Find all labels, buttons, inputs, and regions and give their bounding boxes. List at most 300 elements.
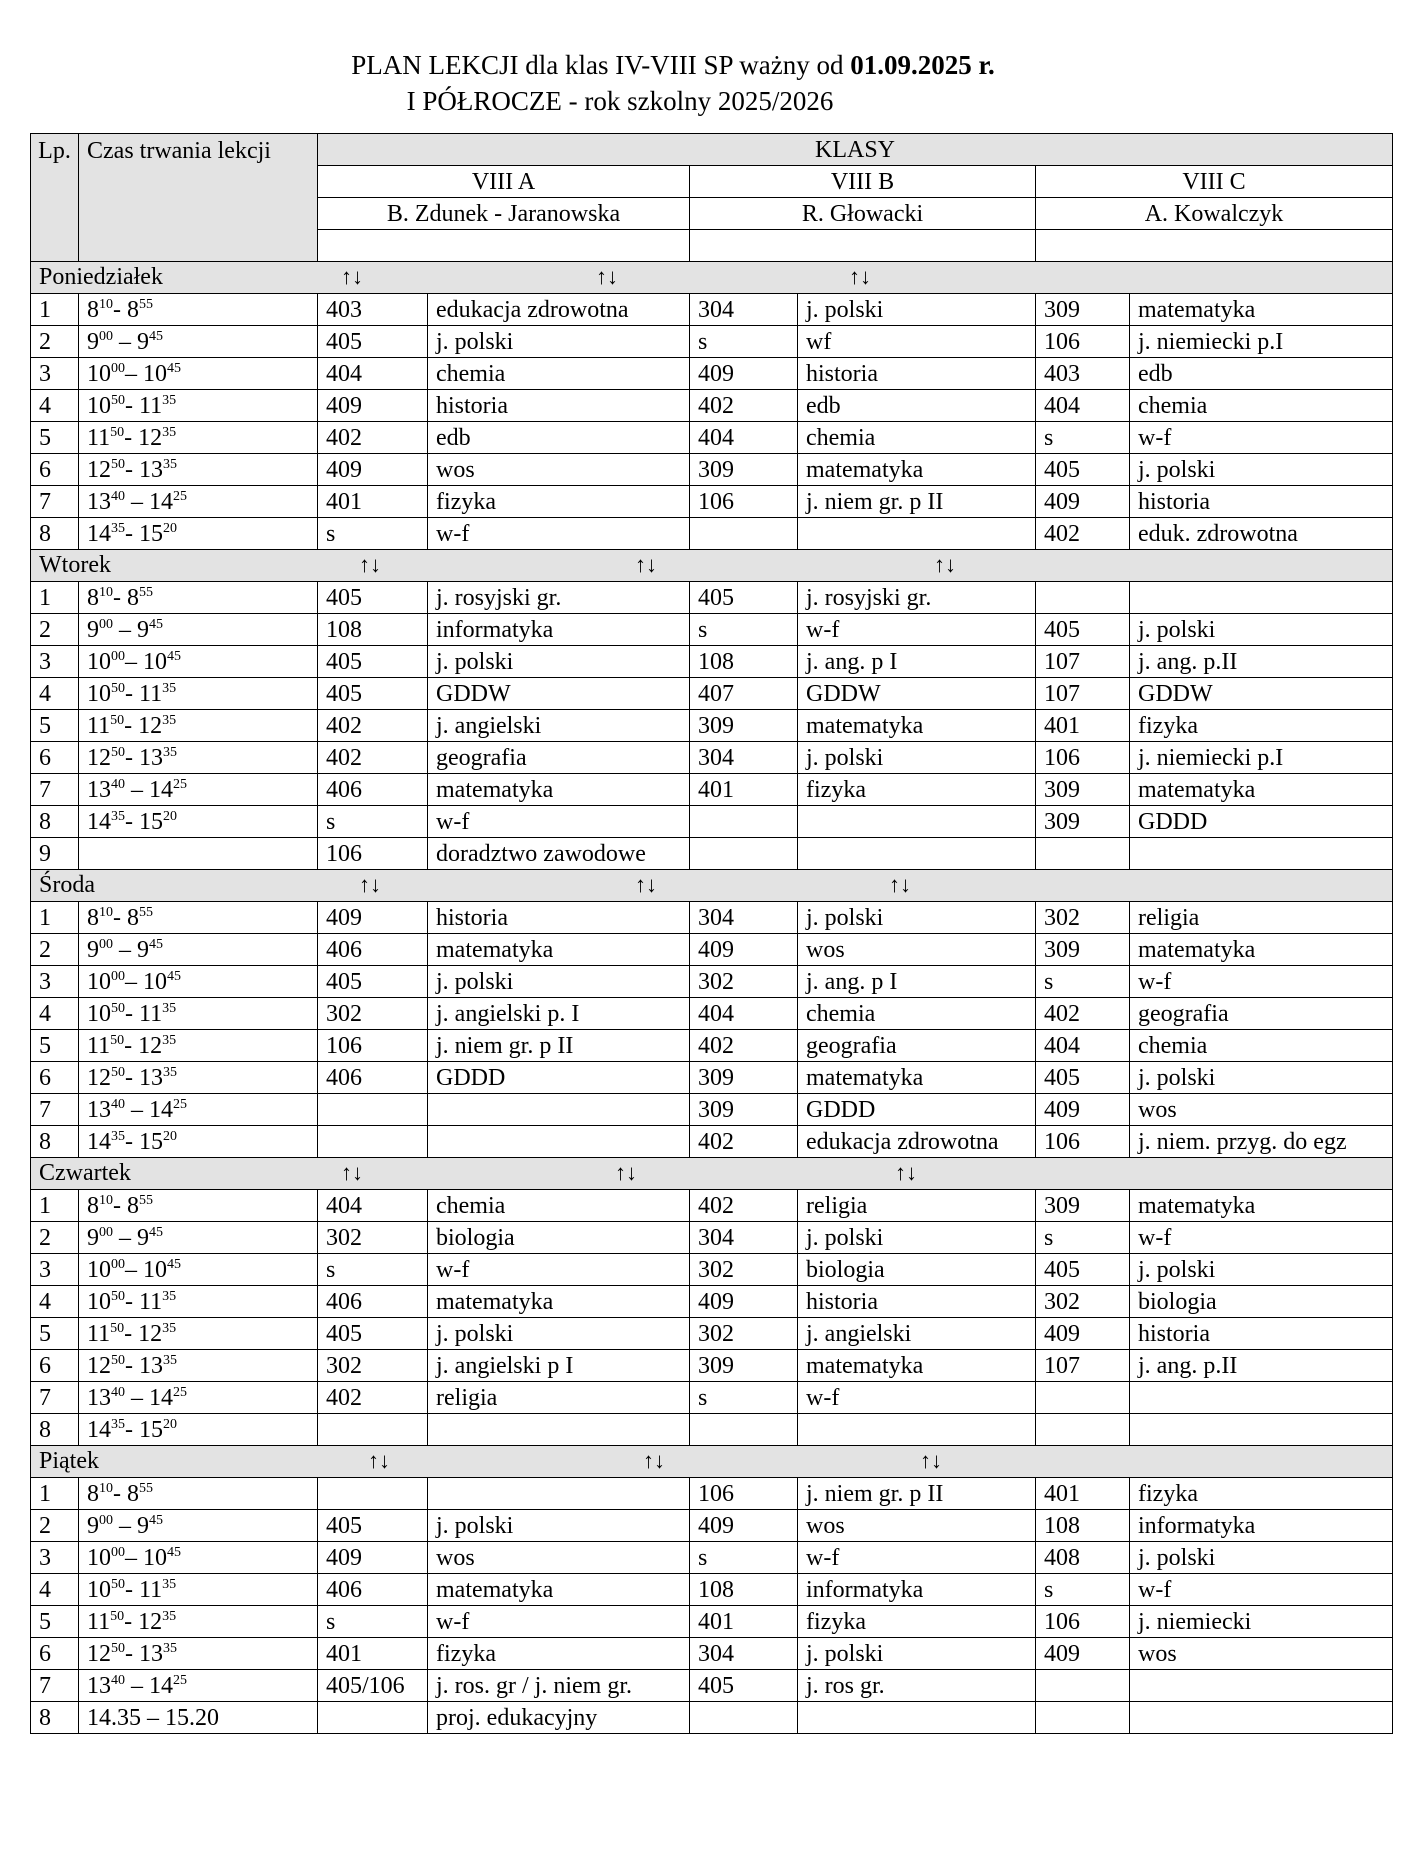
subject-cell: w-f [1130,1574,1393,1606]
sort-arrows-icon: ↑↓ [615,1160,637,1185]
room-cell: 401 [318,486,428,518]
document-subtitle: I PÓŁROCZE - rok szkolny 2025/2026 [406,86,834,116]
time-start-hour: 8 [87,584,99,611]
room-cell: 404 [690,998,798,1030]
lesson-row [31,1574,1393,1606]
time-start-hour: 11 [87,1320,111,1347]
room-cell: 404 [1036,390,1130,422]
time-start-min: 40 [111,1096,125,1112]
lesson-row [31,902,1393,934]
room-cell: 405 [690,1670,798,1702]
time-start-hour: 10 [87,360,111,387]
lesson-row [31,1030,1393,1062]
lesson-time [79,1702,318,1734]
time-end-hour: - 8 [113,904,139,931]
document-title: PLAN LEKCJI dla klas IV-VIII SP ważny od 01.09.2025 r. [351,50,995,80]
time-start-min: 50 [110,1608,125,1624]
time-end-min: 45 [167,1544,181,1560]
room-cell: s [318,518,428,550]
time-end-hour: – 9 [113,616,149,643]
room-cell: 304 [690,1638,798,1670]
time-start-hour: 12 [87,456,111,483]
subject-cell [1130,1670,1393,1702]
subject-cell: geografia [1130,998,1393,1030]
room-cell: 401 [1036,710,1130,742]
lesson-row [31,646,1393,678]
lesson-time [79,1318,318,1350]
subject-cell: j. niemiecki p.I [1130,326,1393,358]
time-end-hour: - 12 [124,1608,163,1635]
lesson-time [79,294,318,326]
header-blank-a [318,230,690,262]
day-header [31,550,1393,582]
subject-cell: historia [798,1286,1036,1318]
time-start-hour: 14.35 – 15.20 [87,1704,219,1731]
room-cell: 304 [690,742,798,774]
room-cell: 405 [318,646,428,678]
lp-header: Lp. [31,134,79,262]
time-end-min: 35 [162,1000,177,1016]
lesson-time [79,742,318,774]
room-cell: 404 [1036,1030,1130,1062]
room-cell: 106 [1036,326,1130,358]
time-end-hour: - 8 [113,584,139,611]
time-end-min: 25 [173,1672,187,1688]
room-cell: 406 [318,1062,428,1094]
lesson-row [31,710,1393,742]
room-cell: 409 [318,454,428,486]
subject-cell: GDDW [428,678,690,710]
room-cell [318,1702,428,1734]
time-start-min: 00 [99,328,113,344]
time-start-hour: 14 [87,520,111,547]
day-name: Piątek [39,1448,99,1474]
time-start-hour: 10 [87,648,111,675]
subject-cell: matematyka [428,1286,690,1318]
lesson-time [79,1382,318,1414]
lesson-row [31,486,1393,518]
room-cell: 402 [1036,518,1130,550]
room-cell [690,806,798,838]
time-end-min: 25 [173,488,187,504]
lesson-time [79,998,318,1030]
lesson-time [79,1414,318,1446]
time-start-hour: 10 [87,680,111,707]
room-cell: 405 [318,582,428,614]
time-end-hour: - 11 [125,1000,163,1027]
time-start-hour: 13 [87,776,111,803]
room-cell: 405 [318,678,428,710]
day-name: Wtorek [39,552,111,578]
time-start-hour: 9 [87,1224,99,1251]
time-start-min: 40 [111,776,125,792]
room-cell: 402 [318,1382,428,1414]
room-cell: 108 [690,646,798,678]
sort-arrows-icon: ↑↓ [359,552,381,577]
subject-cell: edb [798,390,1036,422]
time-start-hour: 12 [87,1640,111,1667]
room-cell: 304 [690,1222,798,1254]
time-end-hour: - 12 [124,1032,163,1059]
room-cell: 309 [690,454,798,486]
room-cell [690,518,798,550]
subject-cell [428,1094,690,1126]
subject-cell: matematyka [1130,1190,1393,1222]
subject-cell: matematyka [428,1574,690,1606]
room-cell: 309 [1036,806,1130,838]
day-header-row [31,550,1393,582]
time-end-min: 35 [163,456,177,472]
time-start-hour: 10 [87,968,111,995]
subject-cell: edb [428,422,690,454]
class-teacher-a: B. Zdunek - Jaranowska [318,198,690,230]
room-cell: 304 [690,294,798,326]
lesson-row [31,1542,1393,1574]
subject-cell: wos [1130,1638,1393,1670]
time-start-min: 00 [111,1256,125,1272]
subject-cell: j. polski [798,1638,1036,1670]
subject-cell: GDDW [798,678,1036,710]
lesson-row [31,742,1393,774]
subject-cell [1130,838,1393,870]
time-end-min: 45 [167,360,181,376]
time-start-min: 50 [111,1064,125,1080]
room-cell: 409 [690,1510,798,1542]
time-end-hour: - 11 [125,1576,163,1603]
time-end-hour: - 15 [125,1416,163,1443]
room-cell: 302 [1036,1286,1130,1318]
lesson-row [31,1702,1393,1734]
lesson-time [79,614,318,646]
subject-cell: w-f [798,614,1036,646]
lesson-row [31,294,1393,326]
subject-cell: j. polski [1130,454,1393,486]
day-header [31,1446,1393,1478]
subject-cell [428,1126,690,1158]
lesson-time [79,1542,318,1574]
subject-cell: fizyka [798,774,1036,806]
room-cell: 401 [690,1606,798,1638]
time-end-min: 35 [163,1064,177,1080]
room-cell: 405 [318,1510,428,1542]
subject-cell: j. ros. gr / j. niem gr. [428,1670,690,1702]
room-cell: 309 [690,1350,798,1382]
time-end-min: 25 [173,1384,187,1400]
room-cell: s [318,1254,428,1286]
subject-cell: informatyka [798,1574,1036,1606]
time-start-min: 00 [99,1512,113,1528]
lesson-number: 3 [31,966,79,998]
subject-cell: religia [798,1190,1036,1222]
room-cell: 302 [690,1318,798,1350]
lesson-number: 1 [31,902,79,934]
subject-cell: geografia [798,1030,1036,1062]
time-end-min: 25 [173,776,187,792]
sort-arrows-icon: ↑↓ [359,872,381,897]
time-end-min: 45 [149,1512,163,1528]
lesson-number: 2 [31,326,79,358]
room-cell: 309 [690,710,798,742]
subject-cell: j. ang. p.II [1130,1350,1393,1382]
room-cell [1036,1670,1130,1702]
time-end-hour: - 13 [125,1640,163,1667]
time-end-min: 55 [139,904,153,920]
subject-cell: fizyka [428,486,690,518]
time-end-min: 35 [163,744,177,760]
time-end-hour: - 12 [124,712,163,739]
time-end-hour: - 8 [113,1480,139,1507]
time-start-hour: 10 [87,1576,111,1603]
subject-cell: j. polski [1130,1542,1393,1574]
subject-cell: j. polski [428,646,690,678]
sort-arrows-icon: ↑↓ [596,264,618,289]
room-cell [1036,1382,1130,1414]
subject-cell [428,1478,690,1510]
subject-cell: j. niem. przyg. do egz [1130,1126,1393,1158]
room-cell: 402 [318,742,428,774]
lesson-time [79,1350,318,1382]
lesson-time [79,1254,318,1286]
subject-cell: j. polski [798,294,1036,326]
time-start-hour: 14 [87,808,111,835]
lesson-row [31,1318,1393,1350]
lesson-row [31,582,1393,614]
time-end-hour: - 12 [124,424,163,451]
time-end-hour: – 9 [113,328,149,355]
lesson-number: 2 [31,934,79,966]
time-end-hour: - 11 [125,392,163,419]
room-cell: s [690,614,798,646]
lesson-row [31,454,1393,486]
subject-cell: j. niem gr. p II [428,1030,690,1062]
lesson-number: 8 [31,1414,79,1446]
lesson-row [31,614,1393,646]
time-start-min: 50 [111,1288,125,1304]
room-cell: 409 [318,1542,428,1574]
time-end-min: 35 [163,1352,177,1368]
time-start-hour: 10 [87,1288,111,1315]
time-end-min: 35 [162,1320,177,1336]
time-start-min: 10 [99,1192,113,1208]
subject-cell: j. angielski [798,1318,1036,1350]
room-cell: s [318,806,428,838]
lesson-row [31,518,1393,550]
room-cell: 401 [318,1638,428,1670]
time-start-min: 35 [111,1416,125,1432]
time-end-hour: – 14 [125,488,173,515]
room-cell: 309 [1036,1190,1130,1222]
subject-cell [798,518,1036,550]
room-cell: 405/106 [318,1670,428,1702]
subject-cell: j. ros gr. [798,1670,1036,1702]
lesson-time [79,1190,318,1222]
subject-cell: eduk. zdrowotna [1130,518,1393,550]
subject-cell: j. angielski [428,710,690,742]
subject-cell: j. polski [1130,614,1393,646]
subject-cell: fizyka [798,1606,1036,1638]
lesson-row [31,1606,1393,1638]
lesson-number: 8 [31,806,79,838]
time-end-min: 45 [149,936,163,952]
time-end-min: 35 [162,392,177,408]
lesson-time [79,1638,318,1670]
lesson-row [31,1222,1393,1254]
lesson-number: 2 [31,1222,79,1254]
room-cell: 106 [318,838,428,870]
room-cell [318,1414,428,1446]
room-cell [690,1414,798,1446]
sort-arrows-icon: ↑↓ [341,264,363,289]
room-cell: 302 [318,1350,428,1382]
time-start-min: 50 [111,1352,125,1368]
time-end-hour: – 14 [125,776,173,803]
sort-arrows-icon: ↑↓ [341,1160,363,1185]
subject-cell: chemia [798,422,1036,454]
lesson-time [79,710,318,742]
room-cell: 409 [690,1286,798,1318]
lesson-time [79,934,318,966]
room-cell: 309 [1036,294,1130,326]
lesson-time [79,326,318,358]
time-end-min: 35 [163,1640,177,1656]
room-cell: s [690,1542,798,1574]
time-end-hour: – 10 [125,968,167,995]
time-start-min: 50 [111,1000,125,1016]
subject-cell: matematyka [798,1350,1036,1382]
subject-cell: chemia [428,1190,690,1222]
day-header-row [31,1158,1393,1190]
room-cell: 405 [1036,454,1130,486]
time-start-min: 00 [99,936,113,952]
subject-cell: chemia [798,998,1036,1030]
time-start-min: 50 [111,1576,125,1592]
time-start-hour: 13 [87,1672,111,1699]
time-end-hour: - 15 [125,520,163,547]
subject-cell: wos [798,1510,1036,1542]
lesson-number: 5 [31,422,79,454]
subject-cell: proj. edukacyjny [428,1702,690,1734]
subject-cell: wf [798,326,1036,358]
time-start-min: 50 [111,392,125,408]
class-name-c: VIII C [1036,166,1393,198]
classes-header: KLASY [318,134,1393,166]
time-start-hour: 13 [87,1096,111,1123]
lesson-number: 8 [31,1126,79,1158]
sort-arrows-icon: ↑↓ [643,1448,665,1473]
lesson-number: 1 [31,1190,79,1222]
time-end-hour: – 9 [113,936,149,963]
time-start-min: 40 [111,1384,125,1400]
time-start-min: 50 [110,424,125,440]
subject-cell: matematyka [1130,934,1393,966]
room-cell: s [690,326,798,358]
subject-cell: matematyka [1130,294,1393,326]
time-start-hour: 13 [87,1384,111,1411]
subject-cell: j. ang. p I [798,966,1036,998]
lesson-number: 3 [31,358,79,390]
room-cell: 106 [690,1478,798,1510]
subject-cell: j. niemiecki p.I [1130,742,1393,774]
lesson-number: 8 [31,1702,79,1734]
class-teacher-b: R. Głowacki [690,198,1036,230]
room-cell: 106 [1036,1606,1130,1638]
room-cell: 309 [690,1062,798,1094]
time-start-hour: 9 [87,936,99,963]
room-cell: 302 [1036,902,1130,934]
subject-cell: w-f [1130,422,1393,454]
subject-cell: matematyka [798,710,1036,742]
time-start-min: 50 [111,456,125,472]
header-blank-b [690,230,1036,262]
room-cell: s [1036,1222,1130,1254]
room-cell: 405 [318,966,428,998]
time-end-hour: - 15 [125,1128,163,1155]
room-cell: 106 [690,486,798,518]
subject-cell: j. niem gr. p II [798,1478,1036,1510]
room-cell: 409 [318,390,428,422]
lesson-number: 6 [31,742,79,774]
time-end-min: 45 [167,648,181,664]
time-start-min: 35 [111,520,125,536]
lesson-row [31,326,1393,358]
lesson-time [79,1062,318,1094]
lesson-time [79,1286,318,1318]
subject-cell: j. angielski p I [428,1350,690,1382]
room-cell: 405 [690,582,798,614]
subject-cell [798,806,1036,838]
lesson-row [31,678,1393,710]
room-cell: s [318,1606,428,1638]
room-cell: 404 [318,358,428,390]
lesson-row [31,1478,1393,1510]
room-cell: 402 [1036,998,1130,1030]
lesson-time [79,966,318,998]
room-cell: 402 [690,1030,798,1062]
subject-cell: j. angielski p. I [428,998,690,1030]
day-header [31,262,1393,294]
time-start-hour: 12 [87,1352,111,1379]
lesson-number: 1 [31,582,79,614]
time-start-min: 00 [111,1544,125,1560]
class-teacher-c: A. Kowalczyk [1036,198,1393,230]
lesson-number: 7 [31,1382,79,1414]
subject-cell: w-f [428,1606,690,1638]
subject-cell [1130,1382,1393,1414]
time-start-hour: 14 [87,1416,111,1443]
time-start-hour: 14 [87,1128,111,1155]
time-end-min: 20 [163,808,177,824]
time-end-hour: – 9 [113,1512,149,1539]
time-end-min: 45 [167,968,181,984]
room-cell: 309 [690,1094,798,1126]
room-cell: 409 [690,934,798,966]
lesson-number: 4 [31,1574,79,1606]
subject-cell: historia [798,358,1036,390]
room-cell: 108 [1036,1510,1130,1542]
sort-arrows-icon: ↑↓ [920,1448,942,1473]
subject-cell: j. ang. p.II [1130,646,1393,678]
subject-cell: w-f [428,1254,690,1286]
lesson-time [79,358,318,390]
subject-cell: fizyka [1130,1478,1393,1510]
time-start-min: 00 [111,648,125,664]
time-end-hour: – 9 [113,1224,149,1251]
room-cell: 401 [1036,1478,1130,1510]
subject-cell [1130,1702,1393,1734]
time-end-min: 35 [162,1608,177,1624]
subject-cell: geografia [428,742,690,774]
class-name-b: VIII B [690,166,1036,198]
